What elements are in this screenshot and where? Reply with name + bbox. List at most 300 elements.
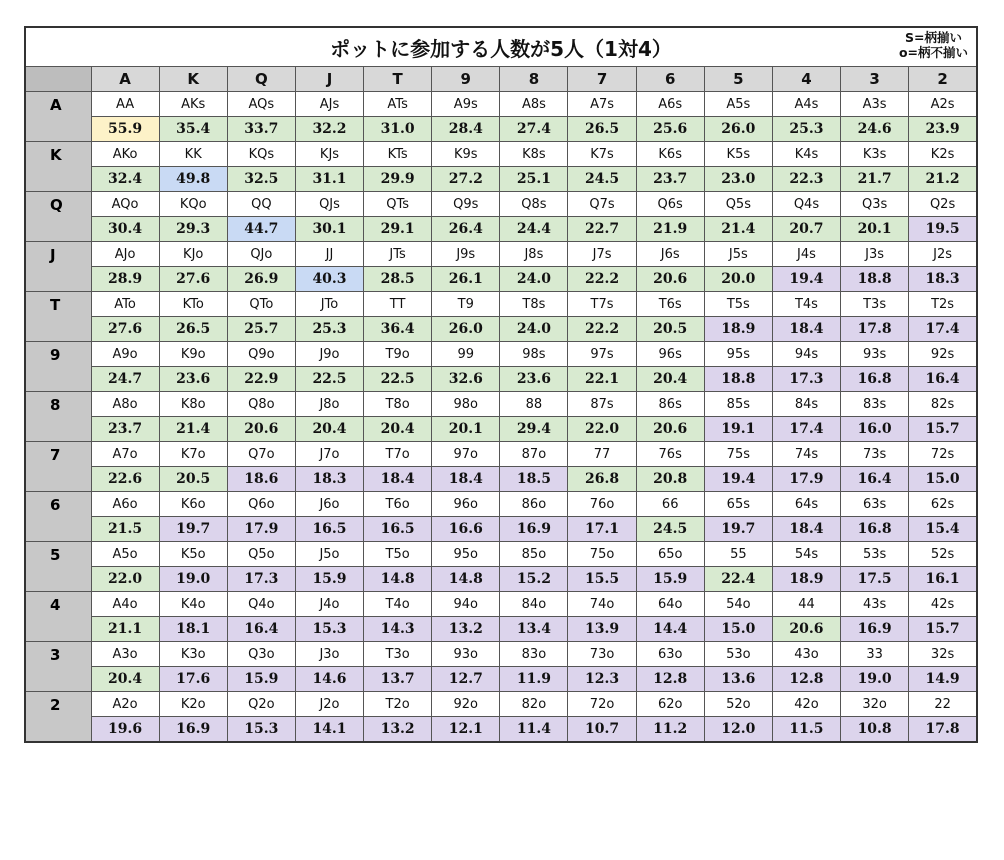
hand-cell: J6o xyxy=(295,492,363,517)
equity-value-cell: 29.9 xyxy=(364,167,432,192)
equity-value-cell: 18.8 xyxy=(704,367,772,392)
hand-cell: K3s xyxy=(841,142,909,167)
equity-value-cell: 22.0 xyxy=(568,417,636,442)
equity-value-cell: 20.1 xyxy=(432,417,500,442)
hand-cell: KQs xyxy=(227,142,295,167)
hand-cell: 54o xyxy=(704,592,772,617)
hand-cell: 74s xyxy=(772,442,840,467)
equity-value-cell: 28.5 xyxy=(364,267,432,292)
equity-value-cell: 17.4 xyxy=(909,317,977,342)
equity-value-cell: 32.6 xyxy=(432,367,500,392)
equity-value-cell: 29.3 xyxy=(159,217,227,242)
equity-value-cell: 22.5 xyxy=(364,367,432,392)
hand-cell: J4s xyxy=(772,242,840,267)
equity-value-cell: 32.4 xyxy=(91,167,159,192)
hand-cell: K2s xyxy=(909,142,977,167)
row-header-J: J xyxy=(25,242,91,292)
equity-value-cell: 23.6 xyxy=(159,367,227,392)
value-row-6 xyxy=(25,517,977,542)
hand-cell: 86o xyxy=(500,492,568,517)
hand-cell: 72o xyxy=(568,692,636,717)
equity-value-cell: 17.1 xyxy=(568,517,636,542)
hand-cell: K7s xyxy=(568,142,636,167)
hand-cell: 83o xyxy=(500,642,568,667)
equity-value-cell: 19.7 xyxy=(704,517,772,542)
equity-value-cell: 20.7 xyxy=(772,217,840,242)
equity-value-cell: 19.1 xyxy=(704,417,772,442)
equity-value-cell: 25.1 xyxy=(500,167,568,192)
hand-cell: A8s xyxy=(500,92,568,117)
hand-cell: J6s xyxy=(636,242,704,267)
equity-value-cell: 15.9 xyxy=(295,567,363,592)
equity-value-cell: 16.5 xyxy=(364,517,432,542)
hand-cell: T6o xyxy=(364,492,432,517)
equity-value-cell: 16.8 xyxy=(841,517,909,542)
equity-value-cell: 17.8 xyxy=(909,717,977,743)
equity-value-cell: 14.6 xyxy=(295,667,363,692)
equity-value-cell: 17.8 xyxy=(841,317,909,342)
corner-cell xyxy=(25,67,91,92)
equity-value-cell: 13.9 xyxy=(568,617,636,642)
equity-value-cell: 26.0 xyxy=(704,117,772,142)
equity-value-cell: 15.0 xyxy=(704,617,772,642)
row-header-Q: Q xyxy=(25,192,91,242)
hand-cell: 85o xyxy=(500,542,568,567)
value-row-3 xyxy=(25,667,977,692)
equity-value-cell: 12.3 xyxy=(568,667,636,692)
equity-value-cell: 13.2 xyxy=(432,617,500,642)
hand-cell: AA xyxy=(91,92,159,117)
hand-cell: Q6o xyxy=(227,492,295,517)
hand-cell: T4s xyxy=(772,292,840,317)
equity-value-cell: 22.9 xyxy=(227,367,295,392)
hand-cell: A4s xyxy=(772,92,840,117)
hand-row-Q xyxy=(25,192,977,217)
hand-cell: K5s xyxy=(704,142,772,167)
hand-cell: K5o xyxy=(159,542,227,567)
equity-value-cell: 18.3 xyxy=(909,267,977,292)
row-header-3: 3 xyxy=(25,642,91,692)
hand-cell: 95s xyxy=(704,342,772,367)
hand-cell: K2o xyxy=(159,692,227,717)
equity-value-cell: 15.4 xyxy=(909,517,977,542)
equity-value-cell: 30.1 xyxy=(295,217,363,242)
hand-cell: T3o xyxy=(364,642,432,667)
equity-value-cell: 22.4 xyxy=(704,567,772,592)
hand-cell: AKo xyxy=(91,142,159,167)
hand-cell: QTs xyxy=(364,192,432,217)
column-header-J: J xyxy=(295,67,363,92)
equity-value-cell: 22.0 xyxy=(91,567,159,592)
value-row-5 xyxy=(25,567,977,592)
equity-value-cell: 20.6 xyxy=(636,417,704,442)
hand-cell: 94s xyxy=(772,342,840,367)
equity-value-cell: 24.7 xyxy=(91,367,159,392)
equity-value-cell: 17.5 xyxy=(841,567,909,592)
hand-cell: T7s xyxy=(568,292,636,317)
hand-cell: 65o xyxy=(636,542,704,567)
hand-cell: J8o xyxy=(295,392,363,417)
equity-value-cell: 22.7 xyxy=(568,217,636,242)
hand-cell: A8o xyxy=(91,392,159,417)
hand-cell: 76o xyxy=(568,492,636,517)
equity-value-cell: 25.6 xyxy=(636,117,704,142)
equity-value-cell: 20.4 xyxy=(91,667,159,692)
hand-cell: 52s xyxy=(909,542,977,567)
equity-value-cell: 24.5 xyxy=(636,517,704,542)
equity-value-cell: 16.5 xyxy=(295,517,363,542)
hand-cell: 92s xyxy=(909,342,977,367)
row-header-9: 9 xyxy=(25,342,91,392)
equity-value-cell: 14.4 xyxy=(636,617,704,642)
column-header-Q: Q xyxy=(227,67,295,92)
equity-value-cell: 18.6 xyxy=(227,467,295,492)
hand-cell: T6s xyxy=(636,292,704,317)
column-header-row xyxy=(25,67,977,92)
equity-value-cell: 16.6 xyxy=(432,517,500,542)
equity-value-cell: 16.9 xyxy=(841,617,909,642)
hand-cell: 72s xyxy=(909,442,977,467)
hand-cell: 88 xyxy=(500,392,568,417)
hand-cell: T8o xyxy=(364,392,432,417)
equity-value-cell: 15.9 xyxy=(227,667,295,692)
equity-value-cell: 15.9 xyxy=(636,567,704,592)
value-row-4 xyxy=(25,617,977,642)
hand-cell: Q7o xyxy=(227,442,295,467)
hand-cell: AJo xyxy=(91,242,159,267)
hand-row-3 xyxy=(25,642,977,667)
equity-value-cell: 18.4 xyxy=(772,517,840,542)
table-title: ポットに参加する人数が5人（1対4） xyxy=(330,36,672,61)
hand-cell: 63o xyxy=(636,642,704,667)
hand-cell: K7o xyxy=(159,442,227,467)
hand-cell: 55 xyxy=(704,542,772,567)
equity-value-cell: 21.4 xyxy=(159,417,227,442)
equity-value-cell: 21.4 xyxy=(704,217,772,242)
hand-cell: A6o xyxy=(91,492,159,517)
hand-cell: Q4o xyxy=(227,592,295,617)
equity-value-cell: 23.7 xyxy=(636,167,704,192)
hand-cell: 66 xyxy=(636,492,704,517)
hand-cell: T5s xyxy=(704,292,772,317)
equity-value-cell: 27.6 xyxy=(159,267,227,292)
equity-value-cell: 14.9 xyxy=(909,667,977,692)
hand-cell: T5o xyxy=(364,542,432,567)
hand-cell: A3s xyxy=(841,92,909,117)
equity-value-cell: 15.5 xyxy=(568,567,636,592)
hand-cell: 63s xyxy=(841,492,909,517)
hand-cell: Q7s xyxy=(568,192,636,217)
column-header-2: 2 xyxy=(909,67,977,92)
column-header-K: K xyxy=(159,67,227,92)
hand-cell: KTo xyxy=(159,292,227,317)
equity-value-cell: 24.6 xyxy=(841,117,909,142)
column-header-9: 9 xyxy=(432,67,500,92)
equity-value-cell: 49.8 xyxy=(159,167,227,192)
equity-value-cell: 20.0 xyxy=(704,267,772,292)
title-cell xyxy=(25,27,977,67)
equity-value-cell: 18.4 xyxy=(364,467,432,492)
hand-cell: 97s xyxy=(568,342,636,367)
equity-value-cell: 20.5 xyxy=(636,317,704,342)
hand-cell: QJs xyxy=(295,192,363,217)
hand-cell: 64o xyxy=(636,592,704,617)
hand-cell: 98s xyxy=(500,342,568,367)
hand-cell: JTs xyxy=(364,242,432,267)
equity-value-cell: 27.6 xyxy=(91,317,159,342)
equity-value-cell: 32.5 xyxy=(227,167,295,192)
equity-value-cell: 18.9 xyxy=(704,317,772,342)
hand-cell: 53s xyxy=(841,542,909,567)
hand-cell: K6o xyxy=(159,492,227,517)
hand-cell: K8o xyxy=(159,392,227,417)
hand-cell: T4o xyxy=(364,592,432,617)
hand-cell: 73o xyxy=(568,642,636,667)
hand-cell: A5o xyxy=(91,542,159,567)
equity-value-cell: 26.8 xyxy=(568,467,636,492)
equity-value-cell: 29.1 xyxy=(364,217,432,242)
hand-cell: T8s xyxy=(500,292,568,317)
equity-value-cell: 20.4 xyxy=(364,417,432,442)
equity-value-cell: 11.2 xyxy=(636,717,704,743)
equity-value-cell: 13.6 xyxy=(704,667,772,692)
hand-cell: AQs xyxy=(227,92,295,117)
hand-row-9 xyxy=(25,342,977,367)
hand-cell: 86s xyxy=(636,392,704,417)
hand-cell: JJ xyxy=(295,242,363,267)
hand-cell: A3o xyxy=(91,642,159,667)
equity-value-cell: 18.8 xyxy=(841,267,909,292)
column-header-3: 3 xyxy=(841,67,909,92)
hand-cell: QJo xyxy=(227,242,295,267)
column-header-6: 6 xyxy=(636,67,704,92)
equity-value-cell: 29.4 xyxy=(500,417,568,442)
hand-cell: A2o xyxy=(91,692,159,717)
equity-value-cell: 22.3 xyxy=(772,167,840,192)
equity-value-cell: 20.4 xyxy=(295,417,363,442)
equity-value-cell: 18.3 xyxy=(295,467,363,492)
row-header-A: A xyxy=(25,92,91,142)
equity-value-cell: 31.0 xyxy=(364,117,432,142)
equity-value-cell: 18.5 xyxy=(500,467,568,492)
hand-cell: J5o xyxy=(295,542,363,567)
hand-cell: JTo xyxy=(295,292,363,317)
equity-value-cell: 15.7 xyxy=(909,617,977,642)
equity-value-cell: 24.0 xyxy=(500,267,568,292)
equity-table-container xyxy=(24,26,978,743)
hand-cell: AQo xyxy=(91,192,159,217)
equity-value-cell: 26.0 xyxy=(432,317,500,342)
equity-value-cell: 18.1 xyxy=(159,617,227,642)
hand-row-2 xyxy=(25,692,977,717)
hand-cell: J9o xyxy=(295,342,363,367)
equity-value-cell: 23.0 xyxy=(704,167,772,192)
hand-row-5 xyxy=(25,542,977,567)
hand-cell: ATs xyxy=(364,92,432,117)
equity-value-cell: 15.0 xyxy=(909,467,977,492)
hand-cell: T9 xyxy=(432,292,500,317)
equity-value-cell: 21.5 xyxy=(91,517,159,542)
hand-cell: J2o xyxy=(295,692,363,717)
equity-value-cell: 11.5 xyxy=(772,717,840,743)
equity-value-cell: 22.1 xyxy=(568,367,636,392)
equity-value-cell: 17.9 xyxy=(227,517,295,542)
equity-value-cell: 10.8 xyxy=(841,717,909,743)
hand-cell: J2s xyxy=(909,242,977,267)
equity-value-cell: 14.3 xyxy=(364,617,432,642)
value-row-A xyxy=(25,117,977,142)
equity-value-cell: 23.7 xyxy=(91,417,159,442)
equity-value-cell: 16.4 xyxy=(841,467,909,492)
title-row xyxy=(25,27,977,67)
equity-value-cell: 28.9 xyxy=(91,267,159,292)
equity-value-cell: 25.3 xyxy=(295,317,363,342)
equity-value-cell: 12.8 xyxy=(636,667,704,692)
equity-value-cell: 18.4 xyxy=(432,467,500,492)
hand-cell: KJo xyxy=(159,242,227,267)
hand-cell: 82s xyxy=(909,392,977,417)
hand-cell: J3o xyxy=(295,642,363,667)
equity-value-cell: 20.6 xyxy=(227,417,295,442)
equity-value-cell: 36.4 xyxy=(364,317,432,342)
equity-value-cell: 35.4 xyxy=(159,117,227,142)
row-header-4: 4 xyxy=(25,592,91,642)
hand-cell: 44 xyxy=(772,592,840,617)
equity-value-cell: 32.2 xyxy=(295,117,363,142)
equity-value-cell: 26.4 xyxy=(432,217,500,242)
equity-value-cell: 20.1 xyxy=(841,217,909,242)
hand-cell: 77 xyxy=(568,442,636,467)
hand-cell: Q2o xyxy=(227,692,295,717)
equity-value-cell: 20.4 xyxy=(636,367,704,392)
equity-value-cell: 15.3 xyxy=(295,617,363,642)
row-header-2: 2 xyxy=(25,692,91,743)
hand-cell: J3s xyxy=(841,242,909,267)
hand-cell: 98o xyxy=(432,392,500,417)
hand-cell: K4o xyxy=(159,592,227,617)
hand-cell: 75s xyxy=(704,442,772,467)
hand-cell: 42o xyxy=(772,692,840,717)
hand-cell: TT xyxy=(364,292,432,317)
equity-value-cell: 26.5 xyxy=(159,317,227,342)
column-header-5: 5 xyxy=(704,67,772,92)
hand-cell: 99 xyxy=(432,342,500,367)
hand-cell: K6s xyxy=(636,142,704,167)
value-row-Q xyxy=(25,217,977,242)
value-row-K xyxy=(25,167,977,192)
hand-cell: J8s xyxy=(500,242,568,267)
hand-cell: 65s xyxy=(704,492,772,517)
equity-value-cell: 24.0 xyxy=(500,317,568,342)
hand-cell: A9s xyxy=(432,92,500,117)
hand-cell: K4s xyxy=(772,142,840,167)
equity-value-cell: 23.9 xyxy=(909,117,977,142)
hand-cell: 84o xyxy=(500,592,568,617)
equity-value-cell: 40.3 xyxy=(295,267,363,292)
equity-value-cell: 16.9 xyxy=(159,717,227,743)
hand-cell: A9o xyxy=(91,342,159,367)
hand-cell: Q2s xyxy=(909,192,977,217)
equity-value-cell: 26.1 xyxy=(432,267,500,292)
column-header-7: 7 xyxy=(568,67,636,92)
hand-cell: 22 xyxy=(909,692,977,717)
equity-value-cell: 12.1 xyxy=(432,717,500,743)
value-row-8 xyxy=(25,417,977,442)
equity-value-cell: 15.2 xyxy=(500,567,568,592)
hand-cell: Q4s xyxy=(772,192,840,217)
hand-cell: J5s xyxy=(704,242,772,267)
row-header-6: 6 xyxy=(25,492,91,542)
column-header-A: A xyxy=(91,67,159,92)
hand-cell: KQo xyxy=(159,192,227,217)
hand-cell: J4o xyxy=(295,592,363,617)
hand-cell: 84s xyxy=(772,392,840,417)
equity-value-cell: 14.8 xyxy=(364,567,432,592)
hand-cell: 32o xyxy=(841,692,909,717)
equity-value-cell: 19.0 xyxy=(841,667,909,692)
hand-cell: ATo xyxy=(91,292,159,317)
hand-row-K xyxy=(25,142,977,167)
legend-offsuit: o=柄不揃い xyxy=(898,45,968,60)
hand-cell: 82o xyxy=(500,692,568,717)
equity-value-cell: 12.7 xyxy=(432,667,500,692)
equity-value-cell: 16.9 xyxy=(500,517,568,542)
hand-cell: A6s xyxy=(636,92,704,117)
hand-cell: 32s xyxy=(909,642,977,667)
hand-row-4 xyxy=(25,592,977,617)
hand-cell: 93o xyxy=(432,642,500,667)
hand-cell: 95o xyxy=(432,542,500,567)
hand-cell: T9o xyxy=(364,342,432,367)
hand-cell: 87s xyxy=(568,392,636,417)
hand-cell: 97o xyxy=(432,442,500,467)
hand-cell: T7o xyxy=(364,442,432,467)
equity-value-cell: 24.5 xyxy=(568,167,636,192)
equity-value-cell: 24.4 xyxy=(500,217,568,242)
hand-row-7 xyxy=(25,442,977,467)
hand-cell: J9s xyxy=(432,242,500,267)
equity-value-cell: 21.9 xyxy=(636,217,704,242)
equity-value-cell: 18.4 xyxy=(772,317,840,342)
row-header-5: 5 xyxy=(25,542,91,592)
hand-cell: A4o xyxy=(91,592,159,617)
hand-cell: Q5o xyxy=(227,542,295,567)
equity-value-cell: 22.2 xyxy=(568,267,636,292)
hand-cell: A2s xyxy=(909,92,977,117)
hand-cell: K8s xyxy=(500,142,568,167)
equity-value-cell: 20.6 xyxy=(772,617,840,642)
hand-cell: 83s xyxy=(841,392,909,417)
hand-cell: 92o xyxy=(432,692,500,717)
value-row-J xyxy=(25,267,977,292)
hand-cell: Q8o xyxy=(227,392,295,417)
row-header-7: 7 xyxy=(25,442,91,492)
hand-cell: 62o xyxy=(636,692,704,717)
equity-value-cell: 26.5 xyxy=(568,117,636,142)
column-header-T: T xyxy=(364,67,432,92)
hand-cell: Q8s xyxy=(500,192,568,217)
equity-value-cell: 33.7 xyxy=(227,117,295,142)
hand-cell: 96o xyxy=(432,492,500,517)
equity-value-cell: 23.6 xyxy=(500,367,568,392)
value-row-7 xyxy=(25,467,977,492)
equity-value-cell: 21.2 xyxy=(909,167,977,192)
hand-cell: J7o xyxy=(295,442,363,467)
equity-value-cell: 55.9 xyxy=(91,117,159,142)
equity-value-cell: 20.5 xyxy=(159,467,227,492)
equity-value-cell: 21.7 xyxy=(841,167,909,192)
hand-cell: A5s xyxy=(704,92,772,117)
